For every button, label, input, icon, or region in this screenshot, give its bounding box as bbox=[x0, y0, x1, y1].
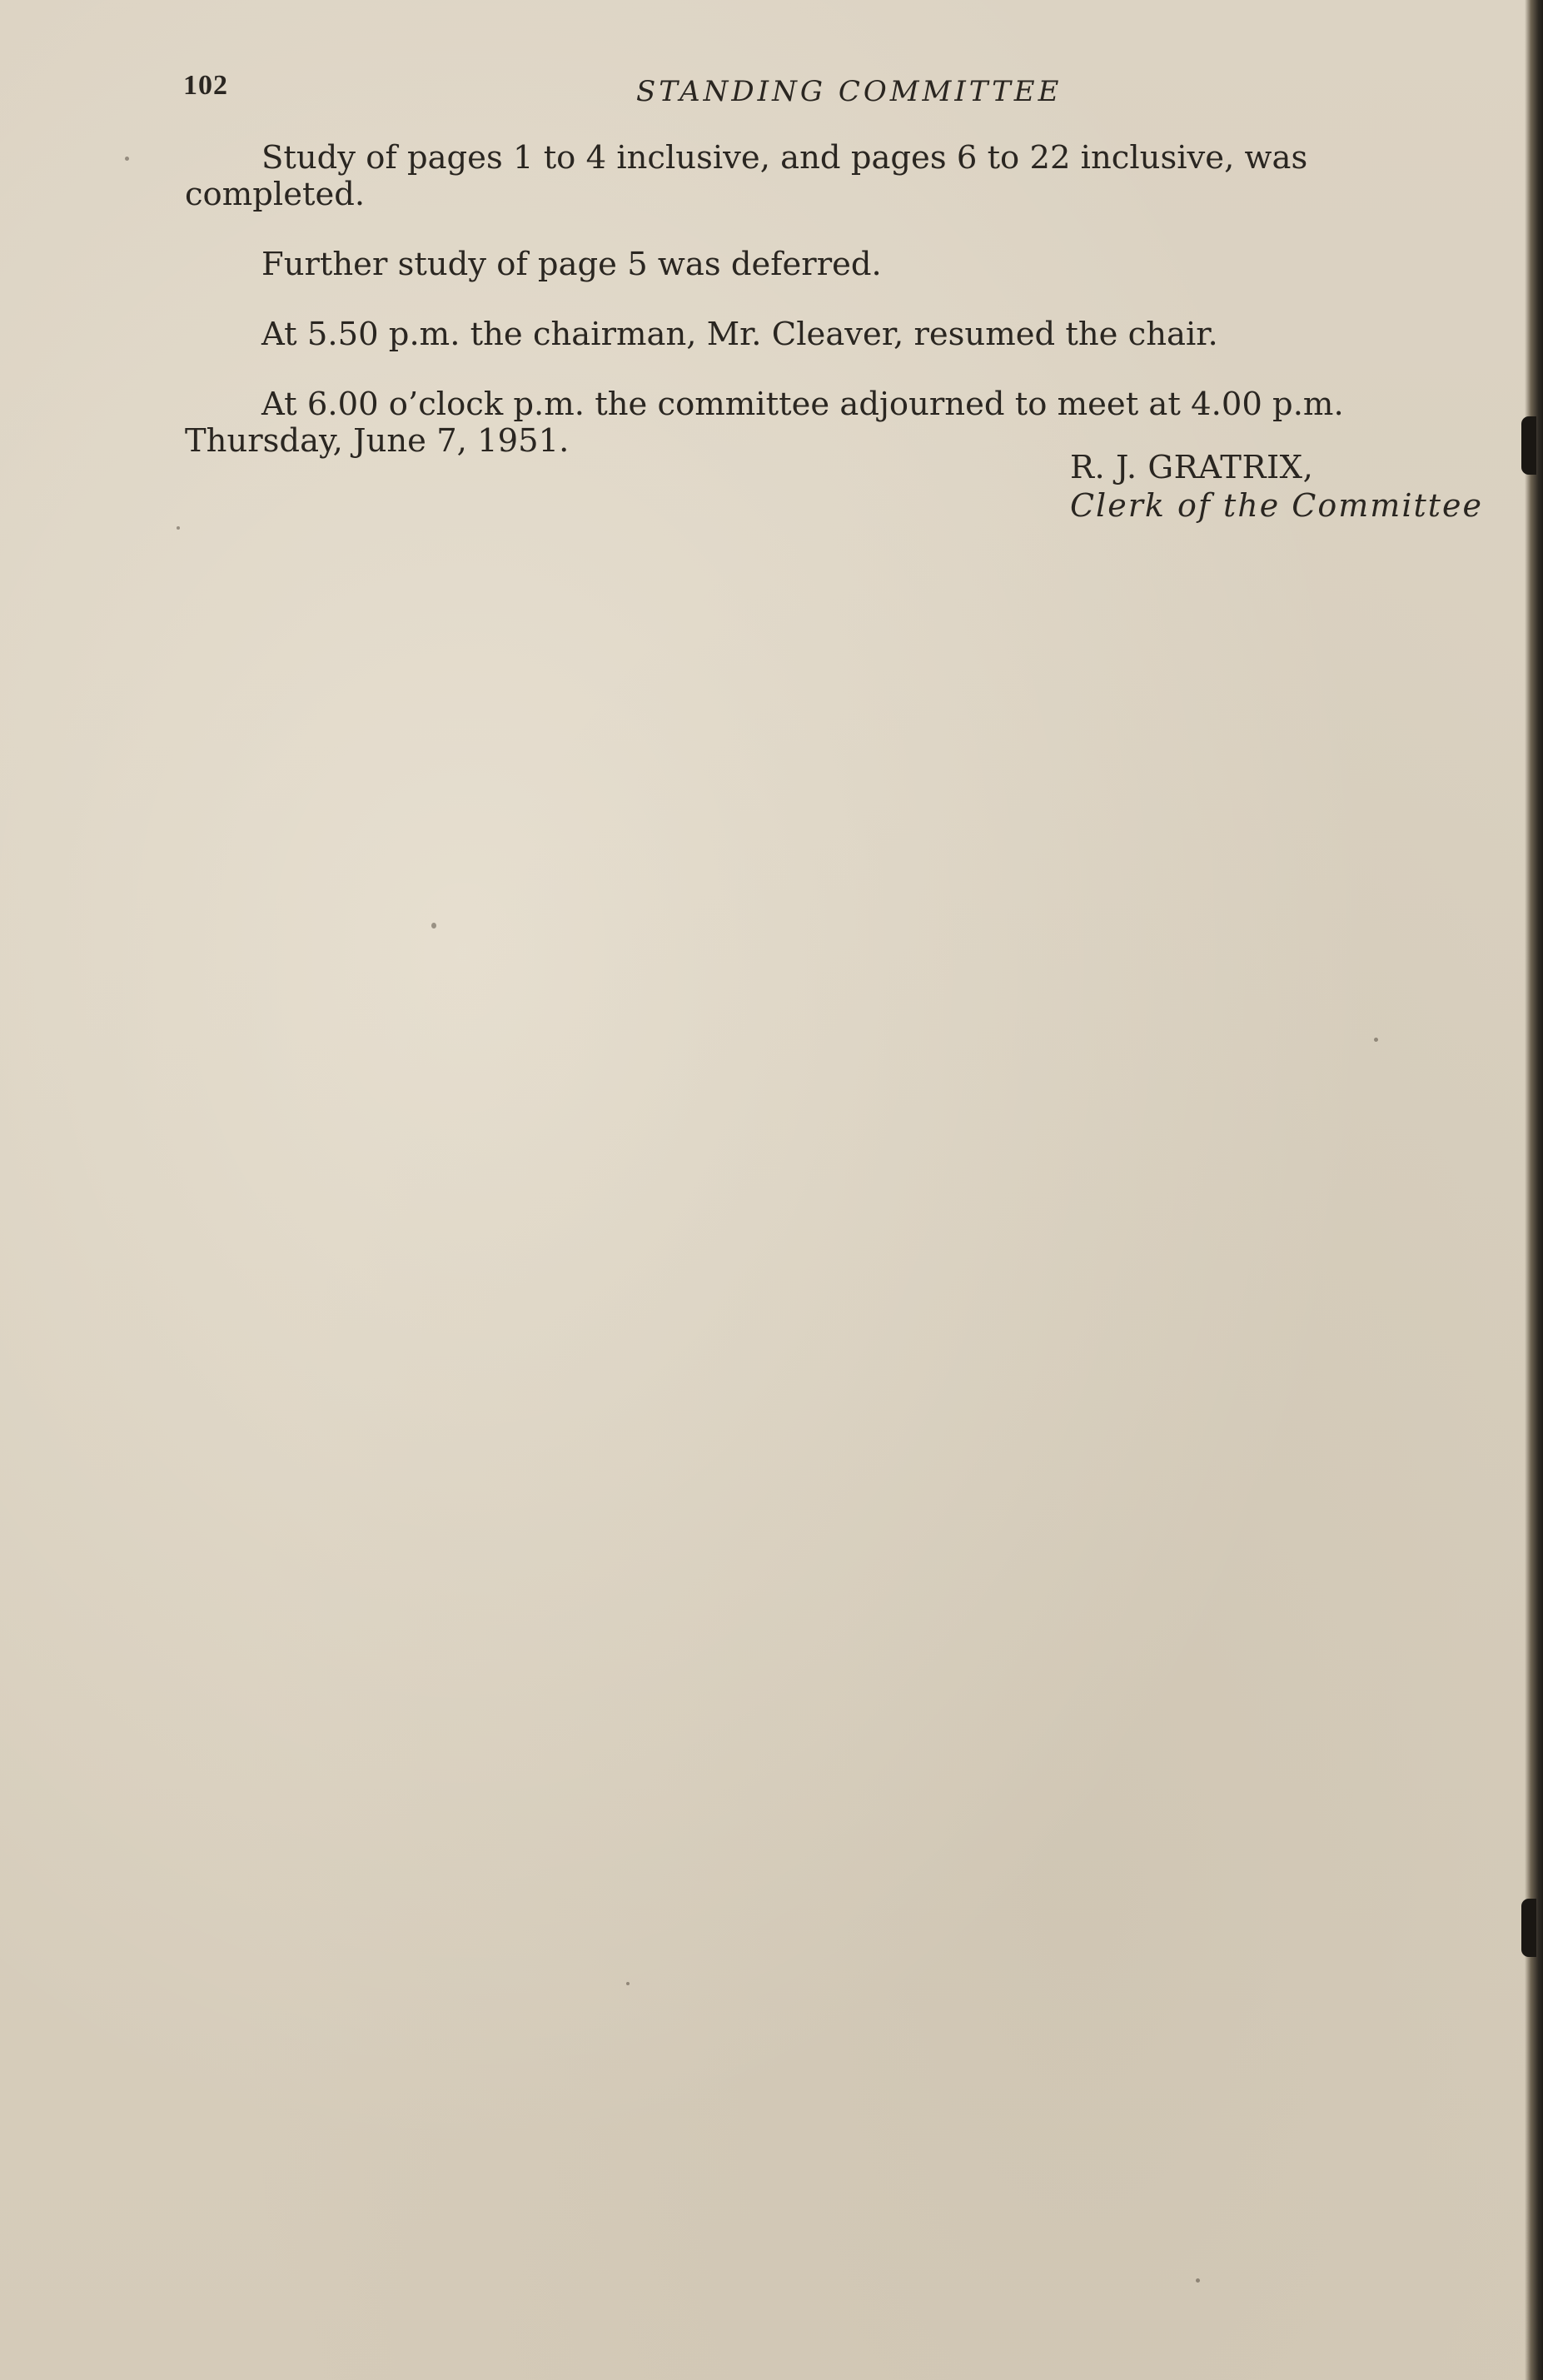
paper-speck bbox=[1196, 2278, 1200, 2283]
paper-speck bbox=[1374, 1038, 1378, 1042]
paper-speck bbox=[125, 157, 129, 161]
running-title: STANDING COMMITTEE bbox=[636, 75, 1063, 108]
paragraph-adjournment: At 6.00 o’clock p.m. the committee adjourned to meet at 4.00 p.m. Thursday, June 7, 1951. bbox=[185, 386, 1344, 460]
running-head bbox=[0, 70, 1543, 112]
paragraph-study-completed: Study of pages 1 to 4 inclusive, and pages 6 to 22 inclusive, was completed. bbox=[185, 139, 1308, 213]
binding-mark bbox=[1521, 1899, 1536, 1957]
paragraph-chairman-resumed: At 5.50 p.m. the chairman, Mr. Cleaver, resumed the chair. bbox=[261, 316, 1218, 353]
paper-speck bbox=[431, 923, 436, 929]
paper-speck bbox=[626, 1982, 630, 1985]
clerk-name: R. J. GRATRIX, bbox=[1069, 449, 1314, 486]
paper-speck bbox=[177, 526, 180, 530]
binding-edge bbox=[1525, 0, 1543, 2380]
minutes-body bbox=[185, 140, 1488, 491]
page-number: 102 bbox=[183, 70, 228, 101]
paragraph-study-deferred: Further study of page 5 was deferred. bbox=[261, 246, 882, 283]
signature-block bbox=[1070, 450, 1483, 525]
binding-mark bbox=[1521, 416, 1536, 475]
clerk-title: Clerk of the Committee bbox=[1069, 487, 1483, 524]
